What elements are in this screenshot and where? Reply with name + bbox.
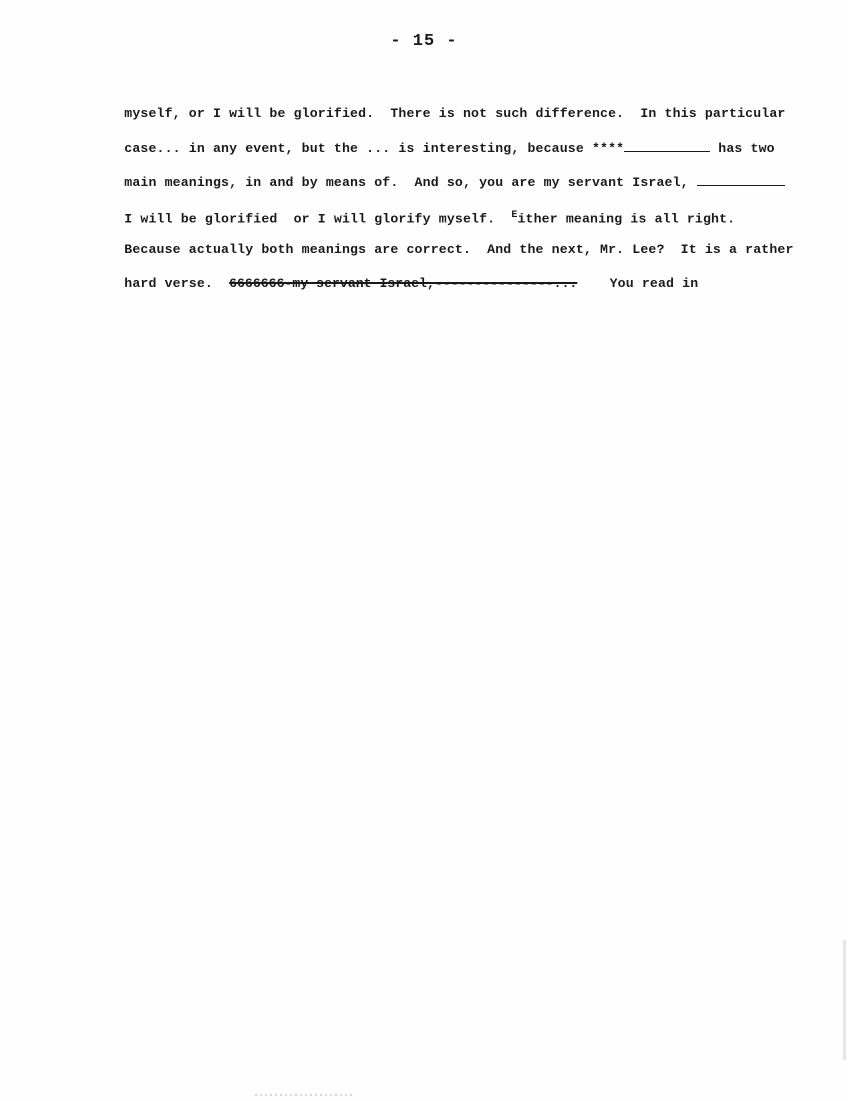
scan-smudge bbox=[255, 1094, 355, 1096]
fill-in-blank bbox=[697, 173, 785, 186]
page-number: - 15 - bbox=[390, 32, 458, 51]
raised-capital: E bbox=[511, 210, 518, 221]
text-line-1-content: myself, or I will be glorified. There is not such difference. In this particular bbox=[124, 106, 786, 121]
text-line-4-start: I will be glorified or I will glorify myself. bbox=[124, 211, 512, 227]
text-line-5-content: Because actually both meanings are correct. And the next, Mr. Lee? It is a rather bbox=[124, 242, 794, 257]
scan-edge-shadow bbox=[843, 940, 846, 1060]
struck-out-text: 6666666-my servant Israel,---------------... bbox=[229, 276, 578, 291]
text-line-4-end: ither meaning is all right. bbox=[517, 211, 736, 227]
fill-in-blank bbox=[624, 139, 710, 152]
text-line-2-start: case... in any event, but the ... is interesting, because **** bbox=[124, 141, 625, 156]
text-line-3-content: main meanings, in and by means of. And so, you are my servant Israel, bbox=[124, 175, 697, 190]
text-line-6-end: You read in bbox=[577, 276, 699, 291]
text-line-2-end: has two bbox=[710, 141, 775, 156]
text-line-6-start: hard verse. bbox=[124, 276, 230, 291]
text-line-6 bbox=[92, 257, 698, 311]
